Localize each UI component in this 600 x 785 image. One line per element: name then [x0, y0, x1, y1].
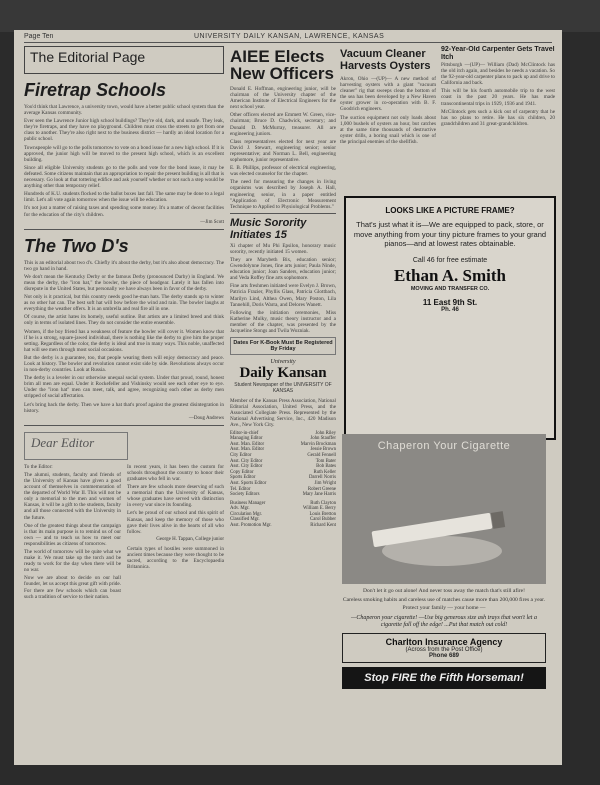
paragraph: Townspeople will go to the polls tomorrow to vote on a bond issue for a new high school. If it is approved, the junior high will be moved to the present high school, which is an excellent building. — [24, 144, 224, 163]
ad-body: That's just what it is—We are equipped to pack, store, or move anything from your tiny picture frames to your grand pianos—and at lowest rates obtainable. — [353, 220, 547, 248]
kansan-masthead — [230, 359, 336, 394]
staff-name: Jim Wright — [314, 480, 336, 486]
staff-name: Carol Bubber — [310, 517, 336, 523]
staff-role: Tel. Editor — [230, 486, 251, 492]
divider — [24, 229, 224, 230]
paragraph: The suction equipment not only loads about 1,000 bushels of oysters an hour, but catches at the same time thousands of destructive oyster drills, a boring snail which is one of the principal enemies of the shellfish. — [340, 114, 436, 145]
business-staff-list — [230, 501, 336, 529]
paragraph: Not only is it practical, but this country needs good he-man hats. The derby stands up to winter as no other hat can. The best soft hat will bow before the wind and rain. The bowler laughs at everything the weather offers. It is an umbrella and real fire all in one. — [24, 294, 224, 313]
ad-company-sub: MOVING AND TRANSFER CO. — [410, 285, 490, 292]
paragraph: The alumni, students, faculty and friends of the University of Kansas have given a good account of themselves in commemoration of the departed of World War II. This will not be only a memorial to the men and women of Kansas, it will be a gift to the students, faculty and all those connected with the University in the future. — [24, 471, 121, 521]
two-ds-headline: The Two D's — [24, 235, 129, 256]
chaperon-quote: —Chaperon your cigarette! —Use big generous size ash trays that won't let a cigarette fall off the edge! ...Put that match out cold! — [351, 614, 537, 628]
paragraph: McClintock gets such a kick out of carpentry that he has no plans to retire. He has six children, 20 grandchildren and 31 great-grandchildren. — [441, 108, 555, 127]
staff-role: City Editor — [230, 452, 252, 458]
dear-editor-header: Dear Editor — [24, 432, 128, 460]
staff-role: Asst. City Editor — [230, 458, 263, 464]
kansan-description: Member of the Kansas Press Association, National Editorial Association, United Press, and the Associated Collegiate Press. Represented by the National Advertising Service, Inc., 420 Madison Ave., New York City. — [230, 398, 336, 429]
ad-call: Call 46 for free estimate — [412, 256, 488, 264]
staff-name: William E. Berry — [303, 506, 336, 512]
staff-role: Asst. Promotion Mgr. — [230, 523, 272, 529]
paragraph: Class representatives elected for next year are David J. Stewart, engineering senior; senior representative; and Norman L. Bell, engineering sophomore, junior representative. — [230, 138, 336, 164]
paragraph: They are Marybeth Bix, education senior; Gwendolynne Jones, fine arts junior; Paula Ninde, education junior; Joan Sanders, education junior; and Veda Roffey fine arts sophomore. — [230, 256, 336, 282]
cigarette-tip — [491, 511, 505, 529]
notice-headline: Dates For K-Book Must Be Registered By Friday — [233, 340, 333, 353]
paragraph: There are few schools more deserving of such a memorial than the University of Kansas, whose graduates have served with distinction in every war since its founding. — [127, 484, 224, 509]
divider — [24, 425, 224, 426]
paragraph: Pittsburgh —(UP)— William (Dad) McClintock has the old itch again, and besides he needs a vacation. So the 92-year-old carpenter plans to pack up and drive to California and back. — [441, 62, 555, 87]
paragraph: Let's be proud of our school and this spirit of Kansas, and keep the memory of those who gave their lives alive in the hearts of all who follow. — [127, 510, 224, 535]
staff-list — [230, 431, 336, 498]
chaperon-ad-image — [342, 434, 546, 584]
paragraph: Let's bring back the derby. Then we have a hat that's proof against the greatest disintegration in history. — [24, 401, 224, 414]
editorial-page-header: The Editorial Page — [24, 46, 224, 74]
letter-signature: George H. Tappan, College junior — [156, 536, 224, 542]
newspaper-page — [14, 30, 562, 765]
two-ds-body — [24, 260, 224, 414]
paragraph: E. B. Phillips, professor of electrical engineering, was elected counselor for the chapter. — [230, 165, 336, 178]
chaperon-line2: Careless smoking habits and careless use of matches cause more than 200,000 fires a year. — [342, 596, 546, 603]
staff-role: Business Manager — [230, 500, 266, 506]
masthead-line: UNIVERSITY DAILY KANSAN, LAWRENCE, KANSAS — [194, 33, 385, 40]
chaperon-title: Chaperon Your Cigarette — [377, 440, 511, 452]
paragraph: Women, if the boy friend has a weakness of feature the bowler will cover it. Women know that if he is a strong, square-jawed individual, there is nothing like the derby to give him the proper setting. Regardless of the color, the derby is ideal and true in many ways. This noble, unaffected hat will see men through most social occasions. — [24, 328, 224, 353]
kansan-prefix: University — [270, 359, 296, 366]
editorial-column — [24, 46, 224, 757]
paragraph: Now we are about to decide on our hall founder, let us accept this great gift with pride. For there are few schools which can boast such a tradition of service to their nation. — [24, 575, 121, 600]
ad-phone: Ph. 46 — [441, 306, 459, 313]
staff-role: Copy Editor — [230, 469, 254, 475]
paragraph: Of course, the artist hates its homely, useful outline. But artists are a limited breed and think only in terms of isolated lines. They do not consider the entire ensemble. — [24, 314, 224, 327]
staff-name: John Riley — [315, 430, 336, 436]
staff-name: Tom Bater — [315, 458, 336, 464]
news-column — [230, 46, 336, 757]
paragraph: To the Editor: — [24, 463, 53, 470]
staff-role: Asst. Man. Editor — [230, 447, 265, 453]
kansan-name: Daily Kansan — [239, 365, 327, 382]
page-label: Page Ten — [24, 33, 54, 40]
sorority-headline: Music Sorority Initiates 15 — [230, 216, 307, 241]
staff-name: Jessie Brown — [310, 447, 336, 453]
aiee-headline: AIEE Elects New Officers — [230, 47, 334, 83]
staff-row — [230, 523, 336, 529]
firetrap-body — [24, 104, 224, 218]
staff-name: Richard Kent — [310, 523, 336, 529]
page-folio — [24, 33, 552, 43]
staff-name: John Stauffer — [310, 436, 336, 442]
paragraph: Certain types of hostiles were summoned in ancient times because they were thought to be sacred, according to the Encyclopaedia Britannica. — [127, 545, 224, 571]
staff-name: Louis Bretton — [309, 511, 336, 517]
insurance-sub: (Across from the Post Office) — [405, 646, 483, 653]
firetrap-byline: —Jim Scott — [200, 219, 224, 225]
staff-name: Robert Greene — [307, 486, 336, 492]
paragraph: This will be his fourth automobile trip to the west coast in the past 20 years. He has made transcontinental trips in 1929, 1936 and 1941. — [441, 88, 555, 107]
paragraph: Hundreds of K.U. students flocked to the ballot boxes last fall. The same may be done to a legal limit. Let's all vote again tomorrow when the issue will be education. — [24, 191, 224, 204]
ad-address: 11 East 9th St. — [422, 297, 478, 307]
paragraph: Donald E. Hoffman, engineering junior, will be chairman of the University chapter of the American Institute of Electrical Engineers for the next school year. — [230, 86, 336, 111]
staff-name: Ruth Keller — [313, 469, 336, 475]
dear-editor-left — [24, 464, 121, 602]
insurance-name: Charlton Insurance Agency — [385, 636, 503, 647]
dear-editor-right — [127, 464, 224, 602]
staff-name: Ruth Clayton — [310, 500, 336, 506]
staff-role: Adv. Mgr. — [230, 506, 250, 512]
paragraph: The world of tomorrow will be quite what we make it. We must take up the torch and be ready to work for the day when there will be no war. — [24, 548, 121, 574]
chaperon-line3: Protect your family — your home — — [402, 605, 486, 612]
staff-role: Asst. Man. Editor — [230, 441, 265, 447]
staff-name: Bob Bates — [316, 464, 336, 470]
staff-role: Circulation Mgr. — [230, 511, 262, 517]
paragraph: The derby is a leveler in our otherwise unequal social system. Under that proud, round, honest brim all men are equal. Under it Rockefeller and Vishinsky would see each other eye to eye. Under the "iron hat" men can meet, talk, and agree, recognizing each other as derby men stripped of social affectation. — [24, 375, 224, 400]
paragraph: But the derby is a guarantee, too, that people wearing them will enjoy democracy and peace. Look at history. The bowler and revolution cannot exist side by side. Revolutions always occur in non-derby countries. Look at Russia. — [24, 354, 224, 374]
staff-role: Asst. Sports Editor — [230, 480, 267, 486]
staff-name: Darrell Norris — [308, 475, 336, 481]
staff-name: Gerald Fennell — [307, 452, 336, 458]
staff-role: Managing Editor — [230, 436, 263, 442]
paragraph: One of the greatest things about the campaign is that its main purpose is to remind us of our own — and to teach us how to meet our responsibilities as citizens of tomorrow. — [24, 522, 121, 547]
paragraph: Akron, Ohio —(UP)— A new method of harvesting oysters with a giant "vacuum cleaner" rig that sweeps clean the bottom of the sea has been developed by a New Haven oyster grower in co-operation with B. F. Goodrich engineers. — [340, 76, 436, 113]
paragraph: It's not just a matter of raising taxes and spending some money. It's a matter of decent facilities for the education of the city's children. — [24, 205, 224, 218]
insurance-box — [342, 633, 546, 663]
paragraph: This is an editorial about two d's. Chiefly it's about the derby, but it's also about democracy. The two go hand in hand. — [24, 259, 224, 272]
divider — [230, 213, 336, 214]
paragraph: Ever seen the Lawrence Junior high school buildings? They're old, dark, and unsafe. They leak, they're firetraps, and they have no playground. Children must cross the streets to get from one class to another. They're also right next to the business district — hardly an ideal location for a public school. — [24, 118, 224, 143]
two-ds-byline: —Doug Andrews — [188, 415, 224, 421]
ad-question: LOOKS LIKE A PICTURE FRAME? — [385, 206, 515, 215]
paragraph: In recent years, it has been the custom for schools throughout the country to honor their graduates who fell in war. — [127, 463, 224, 482]
staff-role: Society Editors — [230, 492, 260, 498]
oysters-headline: Vacuum Cleaner Harvests Oysters — [340, 48, 431, 72]
staff-name: Mary Jane Harris — [302, 492, 336, 498]
firetrap-headline: Firetrap Schools — [24, 80, 167, 100]
paragraph: The need for measuring the changes in living organisms was described by Joseph A. Hall, engineering senior, in a paper entitled "Application of Electronic Measurement Technique to Applied to Physiological Problems." — [230, 179, 336, 210]
chaperon-line1: Don't let it go out alone! And never toss away the match that's still afire! — [362, 588, 526, 594]
staff-role: Classified Mgr. — [230, 517, 260, 523]
ad-company-name: Ethan A. Smith — [394, 265, 506, 285]
staff-name: Marvin Brockman — [300, 441, 336, 447]
notice-box — [230, 337, 336, 355]
chaperon-ad — [342, 428, 546, 760]
paragraph: Since all eligible University students go to the polls and vote for the bond issue, it may be defeated. Some citizens maintain that an appropriation to repair the present building is all that is necessary. Go look at that tottering edifice and ask yourself whether or not such a step would be anything other than temporary relief. — [24, 164, 224, 190]
staff-role: Sports Editor — [230, 475, 256, 481]
kansan-subtitle: Student Newspaper of the UNIVERSITY OF KANSAS — [234, 382, 332, 395]
dear-editor-body — [24, 464, 224, 602]
carpenter-headline: 92-Year-Old Carpenter Gets Travel Itch — [441, 46, 555, 61]
staff-role: Editor-in-chief — [230, 430, 259, 436]
paragraph: You'd think that Lawrence, a university town, would have a better public school system than the average Kansas community. — [24, 104, 224, 117]
paragraph: Xi chapter of Mu Phi Epsilon, honorary music sorority, recently initiated 15 women. — [230, 242, 336, 255]
insurance-phone: Phone 689 — [428, 652, 459, 659]
paragraph: Fine arts freshmen initiated were Evelyn J. Brown, Patricia Frazier, Phyllis Glass, Patricia Glottbach, Marilyn Lind, Althea Owen, Mary Poston, Lila Tannehill, Doris Warra, and Delores Wanett. — [230, 283, 336, 308]
picture-frame-ad — [344, 196, 556, 440]
staff-role: Asst. City Editor — [230, 464, 263, 470]
scan-border-top — [0, 0, 600, 32]
paragraph: Following the initiation ceremonies, Miss Katherine Mulky, music theory instructor and a member of the chapter, was presented by the Jacqueline Stongs and Twila Wozniak. — [230, 309, 336, 334]
paragraph: We don't mean the Kentucky Derby or the famous Derby (pronounced Darby) in England. We mean the derby, the "iron hat," the bowler, the piece of headgear. Lately it has fallen into disrepute in the United States, but personally we have always been in favor of the derby. — [24, 273, 224, 292]
fire-horseman-banner: Stop FIRE the Fifth Horseman! — [342, 667, 546, 689]
paragraph: Other officers elected are Emmett W. Green, vice-chairman; Bruce D. Chadwick, secretary; and Donald D. McMurray, treasurer. All are engineering juniors. — [230, 112, 336, 137]
